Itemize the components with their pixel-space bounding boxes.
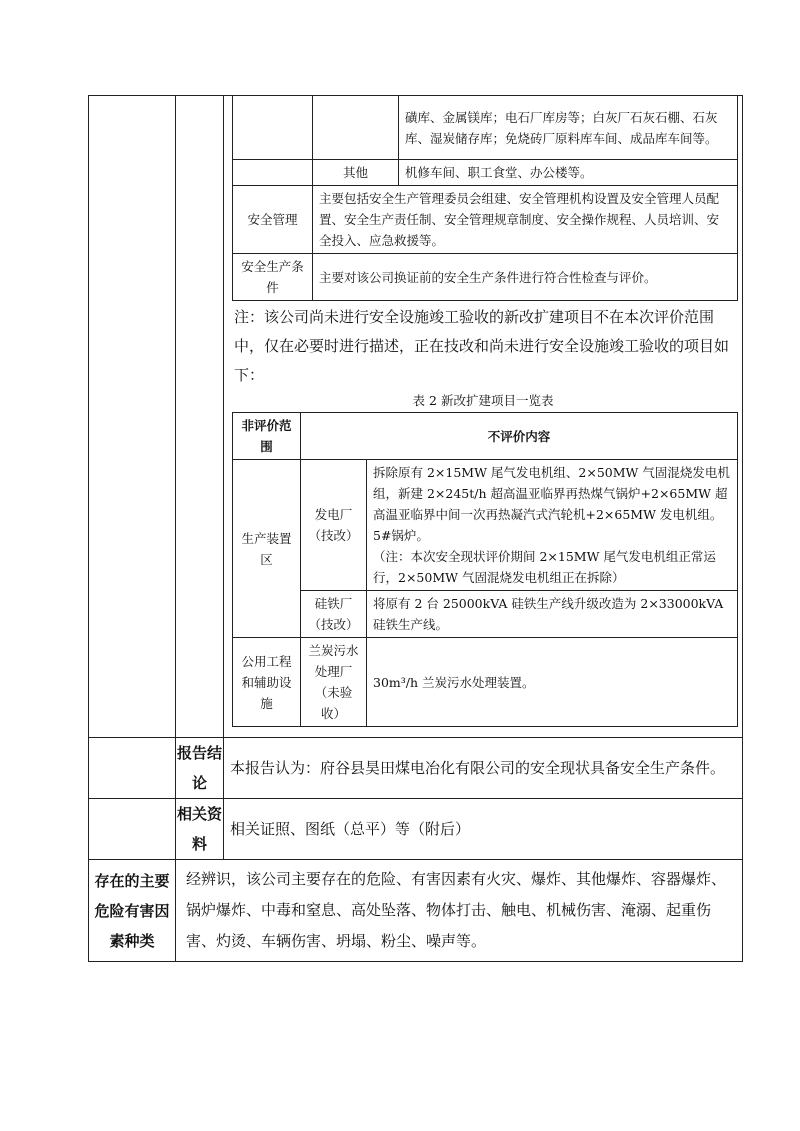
scope-content-cell xyxy=(224,96,743,738)
power-plant-desc: 拆除原有 2×15MW 尾气发电机组、2×50MW 气固混烧发电机组，新建 2×245t/h 超高温亚临界再热煤气锅炉+2×65MW 超高温亚临界中间一次再热凝汽式汽轮机+2×65MW 发电机组。 xyxy=(373,465,730,522)
materials-row xyxy=(89,799,743,860)
main-table xyxy=(88,95,743,962)
safety-conditions-text: 主要对该公司换证前的安全生产条件进行符合性检查与评价。 xyxy=(313,254,738,301)
materials-label: 相关资料 xyxy=(176,799,224,860)
materials-text: 相关证照、图纸（总平）等（附后） xyxy=(224,799,743,860)
wastewater-label: 兰炭污水处理厂（未验收） xyxy=(301,638,367,727)
table-row xyxy=(233,160,738,186)
ferrosilicon-label: 硅铁厂（技改） xyxy=(301,591,367,638)
header-non-eval-scope: 非评价范围 xyxy=(233,413,301,460)
hazards-row xyxy=(89,860,743,962)
empty-cell xyxy=(313,96,399,160)
wastewater-text: 30m³/h 兰炭污水处理装置。 xyxy=(367,638,738,727)
table-row xyxy=(233,186,738,254)
power-plant-boiler: 5#锅炉。 xyxy=(373,528,429,543)
table-row xyxy=(233,638,738,727)
table-row xyxy=(233,460,738,591)
table-header-row xyxy=(233,413,738,460)
production-area-label: 生产装置区 xyxy=(233,460,301,638)
header-non-eval-content: 不评价内容 xyxy=(301,413,738,460)
note-paragraph: 注：该公司尚未进行安全设施竣工验收的新改扩建项目不在本次评价范围中，仅在必要时进行描述，正在技改和尚未进行安全设施竣工验收的项目如下： xyxy=(234,308,730,384)
power-plant-note: （注：本次安全现状评价期间 2×15MW 尾气发电机组正常运行，2×50MW 气固混烧发电机组正在拆除） xyxy=(373,549,716,585)
utilities-label: 公用工程和辅助设施 xyxy=(233,638,301,727)
safety-management-text: 主要包括安全生产管理委员会组建、安全管理机构设置及安全管理人员配置、安全生产责任制、安全管理规章制度、安全操作规程、人员培训、安全投入、应急救援等。 xyxy=(313,186,738,254)
power-plant-label: 发电厂（技改） xyxy=(301,460,367,591)
table-row xyxy=(233,254,738,301)
table-caption: 表 2 新改扩建项目一览表 xyxy=(412,393,554,408)
empty-cell xyxy=(233,96,313,160)
scope-row xyxy=(89,96,743,738)
empty-left-cell xyxy=(89,738,176,799)
other-label: 其他 xyxy=(313,160,399,186)
conclusion-text: 本报告认为：府谷县昊田煤电冶化有限公司的安全现状具备安全生产条件。 xyxy=(224,738,743,799)
empty-left-cell xyxy=(89,96,176,738)
ferrosilicon-text: 将原有 2 台 25000kVA 硅铁生产线升级改造为 2×33000kVA 硅铁生产线。 xyxy=(367,591,738,638)
project-list-table xyxy=(232,412,738,727)
empty-cell xyxy=(233,160,313,186)
empty-mid-cell xyxy=(176,96,224,738)
conclusion-row xyxy=(89,738,743,799)
power-plant-text xyxy=(367,460,738,591)
hazards-label: 存在的主要危险有害因素种类 xyxy=(89,860,176,962)
evaluation-scope-table xyxy=(232,96,738,301)
safety-management-label: 安全管理 xyxy=(233,186,313,254)
other-text: 机修车间、职工食堂、办公楼等。 xyxy=(399,160,738,186)
safety-conditions-label: 安全生产条件 xyxy=(233,254,313,301)
hazards-text: 经辨识，该公司主要存在的危险、有害因素有火灾、爆炸、其他爆炸、容器爆炸、锅炉爆炸、中毒和窒息、高处坠落、物体打击、触电、机械伤害、淹溺、起重伤害、灼烫、车辆伤害、坍塌、粉尘、噪声等。 xyxy=(176,860,743,962)
table-row xyxy=(233,591,738,638)
empty-left-cell xyxy=(89,799,176,860)
conclusion-label: 报告结论 xyxy=(176,738,224,799)
storage-list-cell: 磺库、金属镁库；电石厂库房等；白灰厂石灰石棚、石灰库、湿炭储存库；免烧砖厂原料库车间、成品库车间等。 xyxy=(399,96,738,160)
table-row xyxy=(233,96,738,160)
